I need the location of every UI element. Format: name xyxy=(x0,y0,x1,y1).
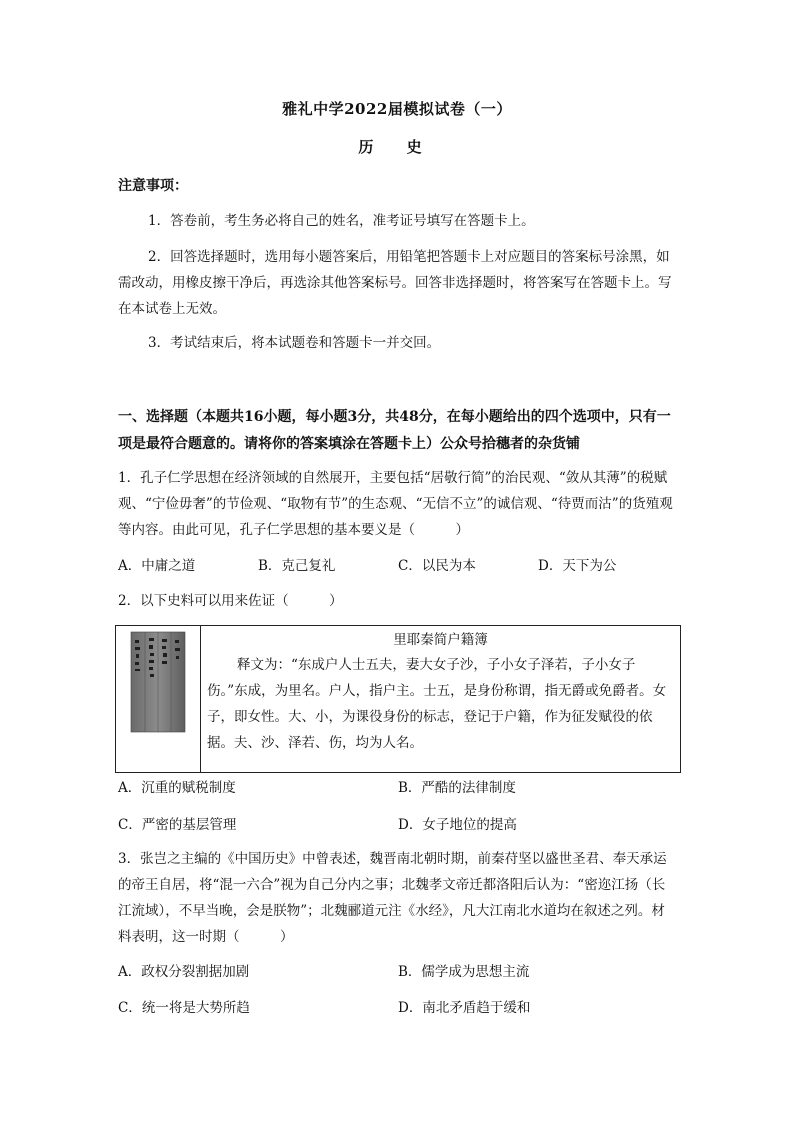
question-1-stem: 1．孔子仁学思想在经济领域的自然展开，主要包括“居敬行简”的治民观、“敛从其薄”的税赋观、“宁俭毋奢”的节俭观、“取物有节”的生态观、“无信不立”的诚信观、“待贾而沽”的货殖观等内容。由此可见，孔子仁学思想的基本要义是（ ） xyxy=(118,470,673,538)
subject-title: 历 史 xyxy=(358,138,436,156)
question-2-stem: 2．以下史料可以用来佐证（ ） xyxy=(118,593,343,609)
option-c: C．统一将是大势所趋 xyxy=(118,1000,250,1016)
option-a: A．政权分裂割据加剧 xyxy=(118,964,250,980)
source-text: 释文为：“东成户人士五夫，妻大女子沙，子小女子泽若，子小女子伤。”东成，为里名。户人，指户主。士五，是身份称谓，指无爵或免爵者。女子，即女性。大、小，为课役身份的标志，登记于户籍，作为征发赋役的依据。夫、沙、泽若、伤，均为人名。 xyxy=(207,657,667,751)
option-d: D．天下为公 xyxy=(538,558,617,574)
question-2-options-row-1 xyxy=(118,776,678,796)
question-1-options xyxy=(118,554,678,574)
option-a: A．中庸之道 xyxy=(118,558,196,574)
source-table xyxy=(115,625,681,773)
notice-item-3: 3．考试结束后，将本试题卷和答题卡一并交回。 xyxy=(148,335,441,351)
notice-heading: 注意事项： xyxy=(118,178,188,194)
option-b: B．克己复礼 xyxy=(258,558,336,574)
question-3-options-row-2 xyxy=(118,996,678,1016)
option-c: C．严密的基层管理 xyxy=(118,817,237,833)
question-2-options-row-2 xyxy=(118,813,678,833)
option-c: C．以民为本 xyxy=(398,558,476,574)
section-heading: 一、选择题（本题共16小题，每小题3分，共48分，在每小题给出的四个选项中，只有一项是最符合题意的。请将你的答案填涂在答题卡上）公众号拾穗者的杂货铺 xyxy=(118,409,671,452)
bamboo-slip-image xyxy=(116,626,201,773)
option-a: A．沉重的赋税制度 xyxy=(118,780,236,796)
notice-item-2: 2．回答选择题时，选用每小题答案后，用铅笔把答题卡上对应题目的答案标号涂黑，如需改动，用橡皮擦干净后，再选涂其他答案标号。回答非选择题时，将答案写在答题卡上。写在本试卷上无效。 xyxy=(118,249,672,317)
question-3-options-row-1 xyxy=(118,960,678,980)
source-title: 里耶秦简户籍簿 xyxy=(393,632,488,648)
question-3-stem: 3．张岂之主编的《中国历史》中曾表述，魏晋南北朝时期，前秦苻坚以盛世圣君、奉天承运的帝王自居，将“混一六合”视为自己分内之事；北魏孝文帝迁都洛阳后认为：“密迩江扬（长江流域），不早当晚，会是朕物”；北魏郦道元注《水经》，凡大江南北水道均在叙述之列。材料表明，这一时期（ ） xyxy=(118,851,667,945)
option-d: D．女子地位的提高 xyxy=(398,817,517,833)
bamboo-slip-icon xyxy=(127,630,189,734)
notice-item-1: 1．答卷前，考生务必将自己的姓名，准考证号填写在答题卡上。 xyxy=(148,213,535,229)
source-text-cell xyxy=(201,626,681,773)
option-b: B．儒学成为思想主流 xyxy=(398,964,530,980)
option-b: B．严酷的法律制度 xyxy=(398,780,516,796)
option-d: D．南北矛盾趋于缓和 xyxy=(398,1000,531,1016)
exam-title: 雅礼中学2022届模拟试卷（一） xyxy=(282,100,512,118)
